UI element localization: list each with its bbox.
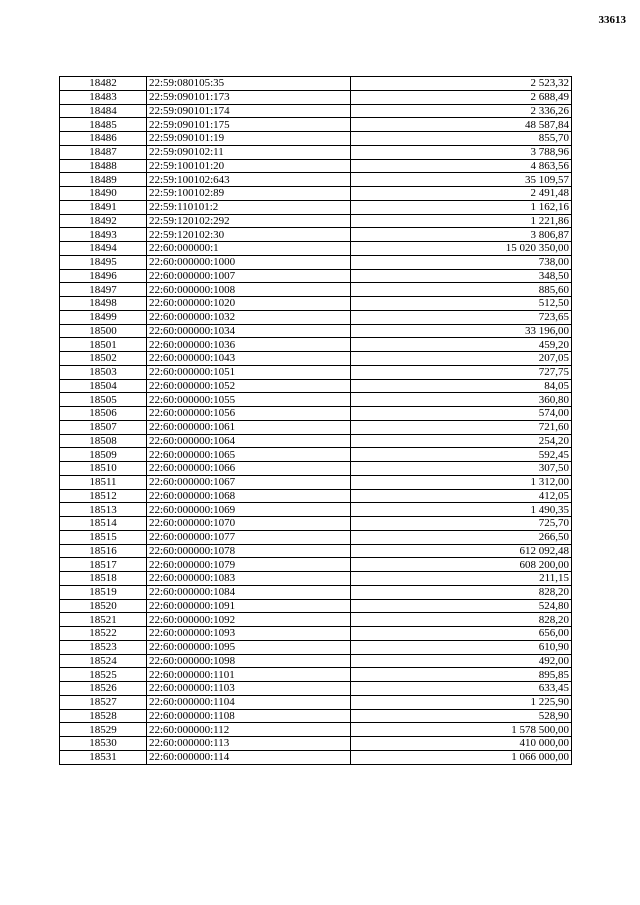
row-number-cell: 18483 bbox=[60, 90, 147, 104]
cadastral-number-cell: 22:60:000000:1095 bbox=[147, 640, 351, 654]
cadastral-number-cell: 22:60:000000:1101 bbox=[147, 668, 351, 682]
cadastral-number-cell: 22:60:000000:1065 bbox=[147, 448, 351, 462]
table-row bbox=[60, 145, 572, 159]
table-row bbox=[60, 709, 572, 723]
cadastral-number-cell: 22:59:080105:35 bbox=[147, 77, 351, 91]
amount-cell: 412,05 bbox=[351, 489, 572, 503]
amount-cell: 410 000,00 bbox=[351, 737, 572, 751]
table-row bbox=[60, 572, 572, 586]
row-number-cell: 18519 bbox=[60, 585, 147, 599]
amount-cell: 360,80 bbox=[351, 393, 572, 407]
row-number-cell: 18494 bbox=[60, 242, 147, 256]
table-row bbox=[60, 228, 572, 242]
cadastral-number-cell: 22:59:100101:20 bbox=[147, 159, 351, 173]
amount-cell: 33 196,00 bbox=[351, 324, 572, 338]
amount-cell: 723,65 bbox=[351, 310, 572, 324]
cadastral-number-cell: 22:59:090101:19 bbox=[147, 132, 351, 146]
row-number-cell: 18524 bbox=[60, 654, 147, 668]
cadastral-number-cell: 22:60:000000:1103 bbox=[147, 682, 351, 696]
row-number-cell: 18489 bbox=[60, 173, 147, 187]
table-row bbox=[60, 338, 572, 352]
cadastral-number-cell: 22:60:000000:1066 bbox=[147, 462, 351, 476]
row-number-cell: 18510 bbox=[60, 462, 147, 476]
row-number-cell: 18503 bbox=[60, 365, 147, 379]
row-number-cell: 18495 bbox=[60, 255, 147, 269]
table-row bbox=[60, 448, 572, 462]
amount-cell: 207,05 bbox=[351, 352, 572, 366]
amount-cell: 1 490,35 bbox=[351, 503, 572, 517]
amount-cell: 610,90 bbox=[351, 640, 572, 654]
row-number-cell: 18518 bbox=[60, 572, 147, 586]
table-row bbox=[60, 654, 572, 668]
cadastral-number-cell: 22:60:000000:1064 bbox=[147, 434, 351, 448]
row-number-cell: 18505 bbox=[60, 393, 147, 407]
row-number-cell: 18514 bbox=[60, 517, 147, 531]
row-number-cell: 18502 bbox=[60, 352, 147, 366]
table-row bbox=[60, 489, 572, 503]
row-number-cell: 18516 bbox=[60, 544, 147, 558]
amount-cell: 885,60 bbox=[351, 283, 572, 297]
amount-cell: 1 066 000,00 bbox=[351, 750, 572, 764]
amount-cell: 3 788,96 bbox=[351, 145, 572, 159]
cadastral-number-cell: 22:60:000000:1077 bbox=[147, 530, 351, 544]
amount-cell: 608 200,00 bbox=[351, 558, 572, 572]
row-number-cell: 18512 bbox=[60, 489, 147, 503]
amount-cell: 633,45 bbox=[351, 682, 572, 696]
row-number-cell: 18496 bbox=[60, 269, 147, 283]
row-number-cell: 18501 bbox=[60, 338, 147, 352]
table-row bbox=[60, 668, 572, 682]
cadastral-number-cell: 22:60:000000:1008 bbox=[147, 283, 351, 297]
row-number-cell: 18526 bbox=[60, 682, 147, 696]
row-number-cell: 18531 bbox=[60, 750, 147, 764]
cadastral-number-cell: 22:60:000000:1020 bbox=[147, 297, 351, 311]
cadastral-number-cell: 22:60:000000:1108 bbox=[147, 709, 351, 723]
amount-cell: 828,20 bbox=[351, 585, 572, 599]
amount-cell: 1 578 500,00 bbox=[351, 723, 572, 737]
cadastral-number-cell: 22:60:000000:1032 bbox=[147, 310, 351, 324]
cadastral-number-cell: 22:60:000000:1092 bbox=[147, 613, 351, 627]
table-row bbox=[60, 750, 572, 764]
table-row bbox=[60, 214, 572, 228]
cadastral-number-cell: 22:60:000000:1007 bbox=[147, 269, 351, 283]
row-number-cell: 18530 bbox=[60, 737, 147, 751]
table-row bbox=[60, 255, 572, 269]
table-row bbox=[60, 737, 572, 751]
amount-cell: 612 092,48 bbox=[351, 544, 572, 558]
row-number-cell: 18504 bbox=[60, 379, 147, 393]
row-number-cell: 18488 bbox=[60, 159, 147, 173]
amount-cell: 592,45 bbox=[351, 448, 572, 462]
cadastral-number-cell: 22:60:000000:1083 bbox=[147, 572, 351, 586]
amount-cell: 2 491,48 bbox=[351, 187, 572, 201]
amount-cell: 721,60 bbox=[351, 420, 572, 434]
table-row bbox=[60, 585, 572, 599]
cadastral-number-cell: 22:59:120102:292 bbox=[147, 214, 351, 228]
table-row bbox=[60, 352, 572, 366]
table-row bbox=[60, 132, 572, 146]
table-row bbox=[60, 503, 572, 517]
table-row bbox=[60, 200, 572, 214]
table-row bbox=[60, 475, 572, 489]
table-row bbox=[60, 269, 572, 283]
row-number-cell: 18511 bbox=[60, 475, 147, 489]
row-number-cell: 18485 bbox=[60, 118, 147, 132]
amount-cell: 1 312,00 bbox=[351, 475, 572, 489]
row-number-cell: 18486 bbox=[60, 132, 147, 146]
cadastral-number-cell: 22:60:000000:1104 bbox=[147, 695, 351, 709]
cadastral-number-cell: 22:59:090102:11 bbox=[147, 145, 351, 159]
row-number-cell: 18520 bbox=[60, 599, 147, 613]
amount-cell: 738,00 bbox=[351, 255, 572, 269]
cadastral-number-cell: 22:59:090101:174 bbox=[147, 104, 351, 118]
table-row bbox=[60, 310, 572, 324]
amount-cell: 84,05 bbox=[351, 379, 572, 393]
table-row bbox=[60, 462, 572, 476]
row-number-cell: 18522 bbox=[60, 627, 147, 641]
table-row bbox=[60, 173, 572, 187]
cadastral-number-cell: 22:60:000000:114 bbox=[147, 750, 351, 764]
row-number-cell: 18525 bbox=[60, 668, 147, 682]
row-number-cell: 18497 bbox=[60, 283, 147, 297]
cadastral-number-cell: 22:60:000000:113 bbox=[147, 737, 351, 751]
amount-cell: 524,80 bbox=[351, 599, 572, 613]
cadastral-number-cell: 22:60:000000:1034 bbox=[147, 324, 351, 338]
cadastral-number-cell: 22:60:000000:1078 bbox=[147, 544, 351, 558]
table-row bbox=[60, 695, 572, 709]
amount-cell: 574,00 bbox=[351, 407, 572, 421]
amount-cell: 3 806,87 bbox=[351, 228, 572, 242]
amount-cell: 2 336,26 bbox=[351, 104, 572, 118]
cadastral-number-cell: 22:60:000000:1069 bbox=[147, 503, 351, 517]
table-row bbox=[60, 640, 572, 654]
cadastral-number-cell: 22:60:000000:1084 bbox=[147, 585, 351, 599]
amount-cell: 254,20 bbox=[351, 434, 572, 448]
table-row bbox=[60, 420, 572, 434]
cadastral-number-cell: 22:60:000000:1098 bbox=[147, 654, 351, 668]
amount-cell: 307,50 bbox=[351, 462, 572, 476]
table-row bbox=[60, 530, 572, 544]
row-number-cell: 18491 bbox=[60, 200, 147, 214]
table-row bbox=[60, 118, 572, 132]
row-number-cell: 18492 bbox=[60, 214, 147, 228]
row-number-cell: 18499 bbox=[60, 310, 147, 324]
amount-cell: 828,20 bbox=[351, 613, 572, 627]
table-row bbox=[60, 77, 572, 91]
cadastral-number-cell: 22:60:000000:1091 bbox=[147, 599, 351, 613]
table-row bbox=[60, 242, 572, 256]
page-number: 33613 bbox=[598, 14, 626, 26]
amount-cell: 1 225,90 bbox=[351, 695, 572, 709]
cadastral-number-cell: 22:60:000000:1000 bbox=[147, 255, 351, 269]
cadastral-number-cell: 22:60:000000:1061 bbox=[147, 420, 351, 434]
cadastral-number-cell: 22:60:000000:1068 bbox=[147, 489, 351, 503]
table-row bbox=[60, 104, 572, 118]
row-number-cell: 18500 bbox=[60, 324, 147, 338]
table-row bbox=[60, 434, 572, 448]
table-row bbox=[60, 544, 572, 558]
amount-cell: 348,50 bbox=[351, 269, 572, 283]
row-number-cell: 18528 bbox=[60, 709, 147, 723]
row-number-cell: 18529 bbox=[60, 723, 147, 737]
row-number-cell: 18527 bbox=[60, 695, 147, 709]
cadastral-number-cell: 22:60:000000:1056 bbox=[147, 407, 351, 421]
table-row bbox=[60, 365, 572, 379]
table-row bbox=[60, 187, 572, 201]
table-row bbox=[60, 723, 572, 737]
cadastral-number-cell: 22:59:100102:89 bbox=[147, 187, 351, 201]
amount-cell: 2 523,32 bbox=[351, 77, 572, 91]
data-table bbox=[59, 76, 572, 765]
amount-cell: 459,20 bbox=[351, 338, 572, 352]
table-row bbox=[60, 613, 572, 627]
row-number-cell: 18506 bbox=[60, 407, 147, 421]
cadastral-number-cell: 22:60:000000:1 bbox=[147, 242, 351, 256]
amount-cell: 4 863,56 bbox=[351, 159, 572, 173]
amount-cell: 727,75 bbox=[351, 365, 572, 379]
amount-cell: 1 162,16 bbox=[351, 200, 572, 214]
row-number-cell: 18515 bbox=[60, 530, 147, 544]
cadastral-number-cell: 22:59:110101:2 bbox=[147, 200, 351, 214]
amount-cell: 528,90 bbox=[351, 709, 572, 723]
amount-cell: 895,85 bbox=[351, 668, 572, 682]
amount-cell: 2 688,49 bbox=[351, 90, 572, 104]
cadastral-number-cell: 22:59:090101:173 bbox=[147, 90, 351, 104]
amount-cell: 492,00 bbox=[351, 654, 572, 668]
amount-cell: 266,50 bbox=[351, 530, 572, 544]
table-row bbox=[60, 379, 572, 393]
cadastral-number-cell: 22:59:120102:30 bbox=[147, 228, 351, 242]
amount-cell: 855,70 bbox=[351, 132, 572, 146]
table-row bbox=[60, 90, 572, 104]
table-body bbox=[60, 77, 572, 765]
cadastral-number-cell: 22:60:000000:1036 bbox=[147, 338, 351, 352]
cadastral-number-cell: 22:60:000000:112 bbox=[147, 723, 351, 737]
row-number-cell: 18498 bbox=[60, 297, 147, 311]
row-number-cell: 18507 bbox=[60, 420, 147, 434]
table-row bbox=[60, 407, 572, 421]
row-number-cell: 18509 bbox=[60, 448, 147, 462]
table-row bbox=[60, 159, 572, 173]
amount-cell: 48 587,84 bbox=[351, 118, 572, 132]
amount-cell: 1 221,86 bbox=[351, 214, 572, 228]
row-number-cell: 18521 bbox=[60, 613, 147, 627]
row-number-cell: 18508 bbox=[60, 434, 147, 448]
amount-cell: 725,70 bbox=[351, 517, 572, 531]
table-row bbox=[60, 324, 572, 338]
table-row bbox=[60, 393, 572, 407]
row-number-cell: 18513 bbox=[60, 503, 147, 517]
row-number-cell: 18490 bbox=[60, 187, 147, 201]
table-row bbox=[60, 558, 572, 572]
amount-cell: 211,15 bbox=[351, 572, 572, 586]
cadastral-number-cell: 22:60:000000:1070 bbox=[147, 517, 351, 531]
amount-cell: 35 109,57 bbox=[351, 173, 572, 187]
table-row bbox=[60, 682, 572, 696]
cadastral-number-cell: 22:60:000000:1093 bbox=[147, 627, 351, 641]
table-row bbox=[60, 297, 572, 311]
cadastral-number-cell: 22:60:000000:1067 bbox=[147, 475, 351, 489]
amount-cell: 15 020 350,00 bbox=[351, 242, 572, 256]
row-number-cell: 18493 bbox=[60, 228, 147, 242]
cadastral-number-cell: 22:59:100102:643 bbox=[147, 173, 351, 187]
table-row bbox=[60, 627, 572, 641]
cadastral-number-cell: 22:60:000000:1079 bbox=[147, 558, 351, 572]
cadastral-number-cell: 22:60:000000:1051 bbox=[147, 365, 351, 379]
cadastral-number-cell: 22:59:090101:175 bbox=[147, 118, 351, 132]
cadastral-number-cell: 22:60:000000:1043 bbox=[147, 352, 351, 366]
row-number-cell: 18482 bbox=[60, 77, 147, 91]
amount-cell: 656,00 bbox=[351, 627, 572, 641]
amount-cell: 512,50 bbox=[351, 297, 572, 311]
cadastral-number-cell: 22:60:000000:1052 bbox=[147, 379, 351, 393]
row-number-cell: 18523 bbox=[60, 640, 147, 654]
table-row bbox=[60, 283, 572, 297]
row-number-cell: 18484 bbox=[60, 104, 147, 118]
table-row bbox=[60, 517, 572, 531]
row-number-cell: 18487 bbox=[60, 145, 147, 159]
table-row bbox=[60, 599, 572, 613]
cadastral-number-cell: 22:60:000000:1055 bbox=[147, 393, 351, 407]
row-number-cell: 18517 bbox=[60, 558, 147, 572]
